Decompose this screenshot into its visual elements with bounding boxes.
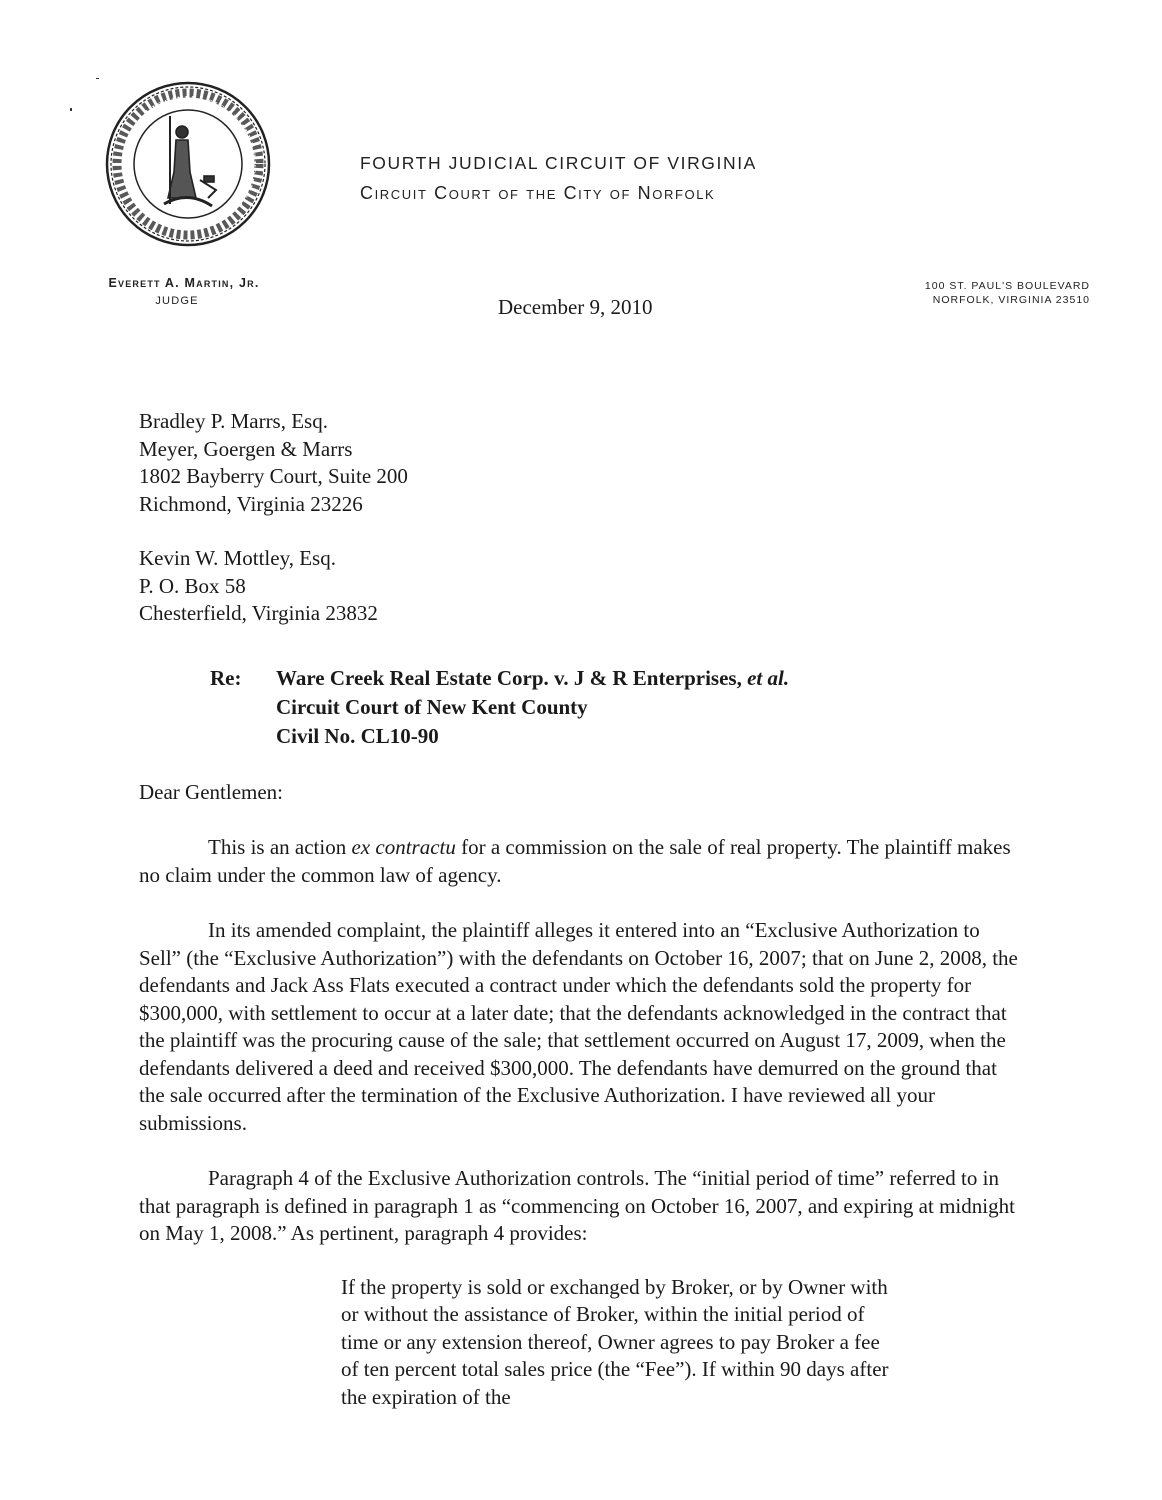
judge-block	[60, 276, 308, 307]
court-address	[925, 279, 1090, 307]
addressee-line: 1802 Bayberry Court, Suite 200	[139, 464, 408, 488]
case-court: Circuit Court of New Kent County	[276, 694, 588, 719]
re-label: Re:	[210, 665, 242, 690]
letter-body	[139, 408, 1019, 1411]
case-caption	[276, 664, 789, 693]
scan-mark	[96, 78, 99, 79]
address-line-2: NORFOLK, VIRGINIA 23510	[932, 294, 1090, 306]
judge-title: JUDGE	[155, 295, 199, 307]
re-details	[276, 664, 789, 751]
block-quote: If the property is sold or exchanged by Broker, or by Owner with or without the assistance of Broker, within the initial period of time or any extension thereof, Owner agrees to pay Broker a fee of ten percent total sales price (the “Fee”). If within 90 days after the expiration of the	[341, 1274, 889, 1409]
addressee-line: Kevin W. Mottley, Esq.	[139, 546, 336, 570]
re-block	[210, 664, 1019, 751]
letter-date: December 9, 2010	[498, 295, 653, 319]
addressee-line: Richmond, Virginia 23226	[139, 491, 363, 516]
seal-text: VIRGINIA · SIC SEMPER TYRANNIS	[143, 93, 259, 210]
addressee-line: Bradley P. Marrs, Esq.	[139, 409, 328, 433]
addressee-line: Meyer, Goergen & Marrs	[139, 436, 353, 461]
salutation: Dear Gentlemen:	[139, 779, 284, 804]
paragraph-1-end: for a commission on the sale of real property. The plaintiff makes no claim under the common law of agency.	[139, 835, 1011, 887]
addressee-2	[139, 545, 1019, 628]
addressee-line: P. O. Box 58	[139, 573, 246, 598]
seal-figure-icon	[164, 116, 216, 206]
court-name: Circuit Court of the City of Norfolk	[360, 183, 716, 203]
case-caption-etal: et al.	[747, 665, 790, 690]
scan-mark	[70, 108, 72, 111]
court-header	[360, 148, 757, 208]
case-caption-main: Ware Creek Real Estate Corp. v. J & R Enterprises,	[276, 665, 748, 690]
judge-name: Everett A. Martin, Jr.	[108, 276, 260, 290]
addressee-line: Chesterfield, Virginia 23832	[139, 601, 378, 625]
addressee-1	[139, 408, 1019, 518]
paragraph-1-italic: ex contractu	[351, 835, 456, 859]
paragraph-3: Paragraph 4 of the Exclusive Authorization controls. The “initial period of time” referred to in that paragraph is defined in paragraph 1 as “commencing on October 16, 2007, and expiring at midnight on May 1, 2008.” As pertinent, paragraph 4 provides:	[139, 1166, 1015, 1245]
address-line-1: 100 ST. PAUL'S BOULEVARD	[924, 280, 1090, 292]
paragraph-1	[139, 834, 1019, 889]
paragraph-2: In its amended complaint, the plaintiff alleges it entered into an “Exclusive Authorization to Sell” (the “Exclusive Authorization”) with the defendants on October 16, 2007; that on June 2, 2008, the defendants and Jack Ass Flats executed a contract under which the defendants sold the property for $300,000, with settlement to occur at a later date; that the defendants acknowledged in the contract that the plaintiff was the procuring cause of the sale; that settlement occurred on August 17, 2009, when the defendants delivered a deed and received $300,000. The defendants have demurred on the ground that the sale occurred after the termination of the Exclusive Authorization. I have reviewed all your submissions.	[139, 918, 1018, 1135]
circuit-name: FOURTH JUDICIAL CIRCUIT OF VIRGINIA	[360, 153, 757, 173]
case-number: Civil No. CL10-90	[276, 723, 439, 748]
paragraph-1-start: This is an action	[208, 835, 352, 859]
virginia-seal	[104, 80, 272, 248]
